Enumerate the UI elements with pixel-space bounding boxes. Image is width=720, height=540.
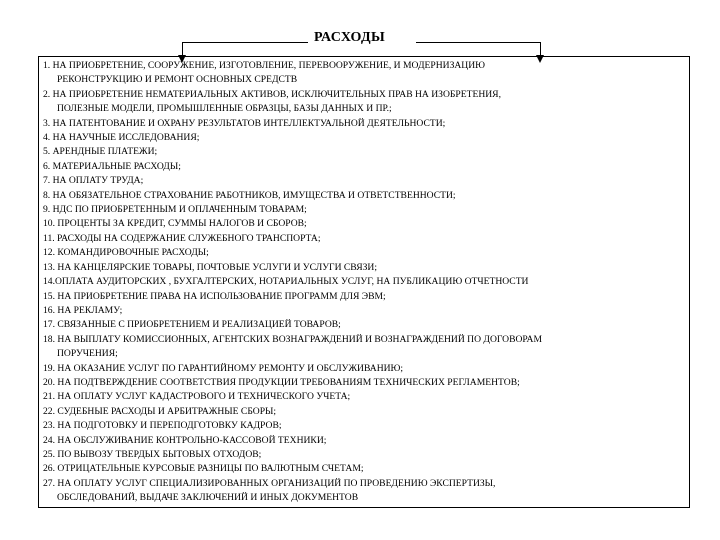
- list-item-text: 6. МАТЕРИАЛЬНЫЕ РАСХОДЫ;: [43, 160, 181, 172]
- expenses-box: [38, 56, 690, 508]
- list-item: [43, 290, 685, 304]
- list-item: [43, 88, 685, 117]
- title-line-left: [182, 42, 308, 43]
- list-item-text: 13. НА КАНЦЕЛЯРСКИЕ ТОВАРЫ, ПОЧТОВЫЕ УСЛУГИ И УСЛУГИ СВЯЗИ;: [43, 261, 378, 273]
- list-item-text: 18. НА ВЫПЛАТУ КОМИССИОННЫХ, АГЕНТСКИХ ВОЗНАГРАЖДЕНИЙ И ВОЗНАГРАЖДЕНИЙ ПО ДОГОВОРАМ: [43, 333, 543, 345]
- list-item-continuation: ПОРУЧЕНИЯ;: [57, 348, 118, 360]
- list-item-text: 1. НА ПРИОБРЕТЕНИЕ, СООРУЖЕНИЕ, ИЗГОТОВЛЕНИЕ, ПЕРЕВООРУЖЕНИЕ, И МОДЕРНИЗАЦИЮ: [43, 60, 486, 71]
- list-item-text: 9. НДС ПО ПРИОБРЕТЕННЫМ И ОПЛАЧЕННЫМ ТОВАРАМ;: [43, 204, 307, 216]
- list-item-text: 12. КОМАНДИРОВОЧНЫЕ РАСХОДЫ;: [43, 247, 209, 259]
- list-item-text: 14.ОПЛАТА АУДИТОРСКИХ , БУХГАЛТЕРСКИХ, НОТАРИАЛЬНЫХ УСЛУГ, НА ПУБЛИКАЦИЮ ОТЧЕТНОСТИ: [43, 276, 529, 288]
- left-arrow-stem: [182, 42, 183, 56]
- list-item-text: 8. НА ОБЯЗАТЕЛЬНОЕ СТРАХОВАНИЕ РАБОТНИКОВ, ИМУЩЕСТВА И ОТВЕТСТВЕННОСТИ;: [43, 189, 456, 201]
- list-item: [43, 419, 685, 433]
- list-item: [43, 160, 685, 174]
- list-item-continuation: РЕКОНСТРУКЦИЮ И РЕМОНТ ОСНОВНЫХ СРЕДСТВ: [57, 74, 298, 86]
- list-item: [43, 448, 685, 462]
- list-item: [43, 304, 685, 318]
- list-item: [43, 434, 685, 448]
- list-item-text: 5. АРЕНДНЫЕ ПЛАТЕЖИ;: [43, 146, 158, 158]
- list-item-text: 16. НА РЕКЛАМУ;: [43, 304, 123, 316]
- list-item: [43, 189, 685, 203]
- list-item-text: 24. НА ОБСЛУЖИВАНИЕ КОНТРОЛЬНО-КАССОВОЙ ТЕХНИКИ;: [43, 434, 327, 446]
- list-item: [43, 362, 685, 376]
- list-item: [43, 275, 685, 289]
- list-item-text: 23. НА ПОДГОТОВКУ И ПЕРЕПОДГОТОВКУ КАДРОВ;: [43, 420, 282, 432]
- list-item: [43, 145, 685, 159]
- list-item-text: 26. ОТРИЦАТЕЛЬНЫЕ КУРСОВЫЕ РАЗНИЦЫ ПО ВАЛЮТНЫМ СЧЕТАМ;: [43, 463, 364, 475]
- list-item: [43, 376, 685, 390]
- list-item: [43, 203, 685, 217]
- right-arrow-stem: [540, 42, 541, 56]
- list-item: [43, 174, 685, 188]
- page-title: РАСХОДЫ: [314, 30, 385, 45]
- list-item-text: 4. НА НАУЧНЫЕ ИССЛЕДОВАНИЯ;: [43, 132, 200, 144]
- list-item-text: 7. НА ОПЛАТУ ТРУДА;: [43, 175, 144, 187]
- list-item-text: 22. СУДЕБНЫЕ РАСХОДЫ И АРБИТРАЖНЫЕ СБОРЫ;: [43, 405, 277, 417]
- title-line-right: [416, 42, 541, 43]
- list-item: [43, 246, 685, 260]
- list-item: [43, 232, 685, 246]
- list-item-text: 2. НА ПРИОБРЕТЕНИЕ НЕМАТЕРИАЛЬНЫХ АКТИВОВ, ИСКЛЮЧИТЕЛЬНЫХ ПРАВ НА ИЗОБРЕТЕНИЯ,: [43, 88, 501, 100]
- list-item: [43, 390, 685, 404]
- list-item: [43, 318, 685, 332]
- list-item: [43, 131, 685, 145]
- list-item-text: 20. НА ПОДТВЕРЖДЕНИЕ СООТВЕТСТВИЯ ПРОДУКЦИИ ТРЕБОВАНИЯМ ТЕХНИЧЕСКИХ РЕГЛАМЕНТОВ;: [43, 376, 520, 388]
- title-row: [0, 28, 720, 48]
- list-item: [43, 217, 685, 231]
- list-item: [43, 59, 685, 88]
- list-item-text: 3. НА ПАТЕНТОВАНИЕ И ОХРАНУ РЕЗУЛЬТАТОВ ИНТЕЛЛЕКТУАЛЬНОЙ ДЕЯТЕЛЬНОСТИ;: [43, 117, 446, 129]
- list-item-text: 15. НА ПРИОБРЕТЕНИЕ ПРАВА НА ИСПОЛЬЗОВАНИЕ ПРОГРАММ ДЛЯ ЭВМ;: [43, 290, 386, 302]
- list-item-continuation: ОБСЛЕДОВАНИЙ, ВЫДАЧЕ ЗАКЛЮЧЕНИЙ И ИНЫХ ДОКУМЕНТОВ: [57, 492, 359, 504]
- list-item-text: 11. РАСХОДЫ НА СОДЕРЖАНИЕ СЛУЖЕБНОГО ТРАНСПОРТА;: [43, 232, 321, 244]
- list-item-text: 19. НА ОКАЗАНИЕ УСЛУГ ПО ГАРАНТИЙНОМУ РЕМОНТУ И ОБСЛУЖИВАНИЮ;: [43, 362, 404, 374]
- list-item-continuation: ПОЛЕЗНЫЕ МОДЕЛИ, ПРОМЫШЛЕННЫЕ ОБРАЗЦЫ, БАЗЫ ДАННЫХ И ПР.;: [57, 103, 392, 115]
- list-item-text: 21. НА ОПЛАТУ УСЛУГ КАДАСТРОВОГО И ТЕХНИЧЕСКОГО УЧЕТА;: [43, 391, 351, 403]
- list-item: [43, 261, 685, 275]
- list-item-text: 25. ПО ВЫВОЗУ ТВЕРДЫХ БЫТОВЫХ ОТХОДОВ;: [43, 448, 262, 460]
- list-item: [43, 117, 685, 131]
- list-item-text: 27. НА ОПЛАТУ УСЛУГ СПЕЦИАЛИЗИРОВАННЫХ ОРГАНИЗАЦИЙ ПО ПРОВЕДЕНИЮ ЭКСПЕРТИЗЫ,: [43, 477, 496, 489]
- list-item-text: 17. СВЯЗАННЫЕ С ПРИОБРЕТЕНИЕМ И РЕАЛИЗАЦИЕЙ ТОВАРОВ;: [43, 319, 341, 331]
- list-item: [43, 477, 685, 506]
- list-item: [43, 405, 685, 419]
- expense-list: [43, 59, 685, 506]
- list-item: [43, 333, 685, 362]
- list-item: [43, 462, 685, 476]
- list-item-text: 10. ПРОЦЕНТЫ ЗА КРЕДИТ, СУММЫ НАЛОГОВ И СБОРОВ;: [43, 218, 307, 230]
